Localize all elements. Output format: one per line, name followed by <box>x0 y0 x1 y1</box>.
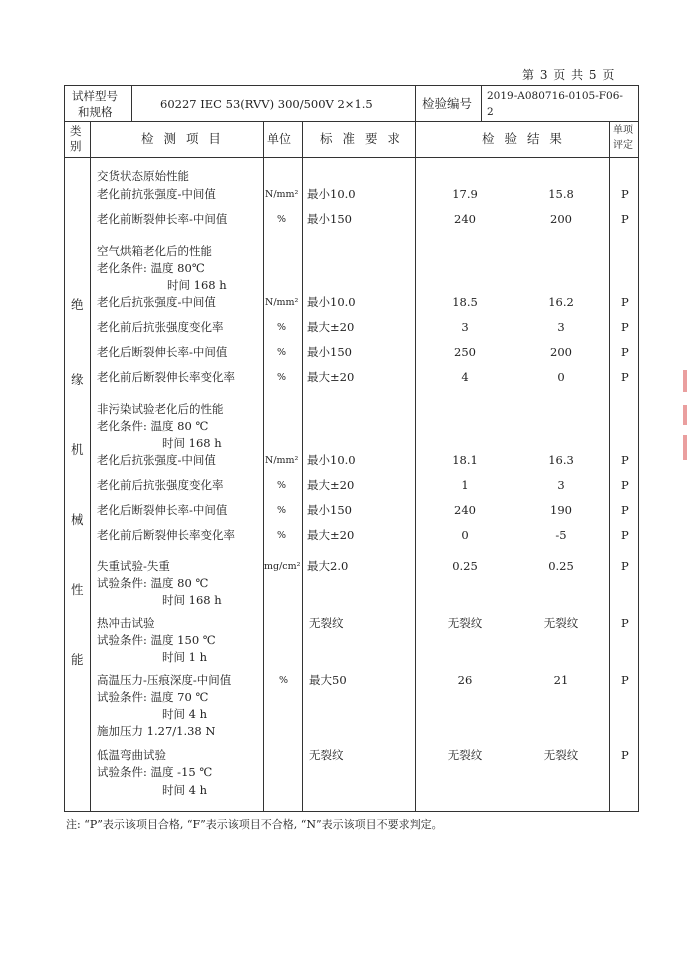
table-row-unit: N/mm² <box>265 297 299 308</box>
footnote: 注: “P”表示该项目合格, “F”表示该项目不合格, “N”表示该项目不要求判定。 <box>66 818 443 831</box>
table-row-result-1: 无裂纹 <box>447 748 483 762</box>
table-row-item: 老化条件: 温度 80 ℃ <box>97 419 209 433</box>
table-row-item: 试验条件: 温度 150 ℃ <box>97 633 216 647</box>
table-row-result-2: 3 <box>557 478 565 492</box>
table-row-standard: 最小150 <box>307 503 352 517</box>
table-row-result-1: 0.25 <box>452 559 478 573</box>
sample-label: 试样型号 <box>72 89 118 103</box>
column-divider <box>302 121 303 812</box>
table-row-item: 时间 4 h <box>162 707 208 721</box>
table-row-result-1: 26 <box>457 673 473 687</box>
table-row-unit: % <box>277 480 287 491</box>
table-row-result-1: 17.9 <box>452 187 478 201</box>
table-row-standard: 最小10.0 <box>307 187 356 201</box>
table-row-item: 老化前后抗张强度变化率 <box>97 320 224 334</box>
column-divider <box>131 85 132 121</box>
table-row-result-2: 3 <box>557 320 565 334</box>
table-row-unit: % <box>279 675 289 686</box>
category-char: 能 <box>71 652 84 667</box>
table-row-item: 老化后断裂伸长率-中间值 <box>97 503 228 517</box>
table-row-item: 时间 168 h <box>162 436 222 450</box>
table-row-result-2: 无裂纹 <box>543 748 579 762</box>
category-char: 机 <box>71 442 84 457</box>
table-row-standard: 最小150 <box>307 212 352 226</box>
table-row-result-1: 250 <box>454 345 476 359</box>
table-row-verdict: P <box>621 673 629 687</box>
table-row-unit: N/mm² <box>265 189 299 200</box>
table-row-standard: 最小150 <box>307 345 352 359</box>
column-header-standard: 标 准 要 求 <box>320 131 403 146</box>
column-header-verdict: 评定 <box>613 140 633 151</box>
table-row-item: 失重试验-失重 <box>97 559 170 573</box>
column-header-result: 检 验 结 果 <box>482 131 565 146</box>
category-char: 绝 <box>71 297 84 312</box>
table-row-verdict: P <box>621 295 629 309</box>
table-row-item: 交货状态原始性能 <box>97 169 189 183</box>
sample-value: 60227 IEC 53(RVV) 300/500V 2×1.5 <box>160 97 373 111</box>
table-row-item: 老化前后断裂伸长率变化率 <box>97 528 235 542</box>
table-row-unit: % <box>277 322 287 333</box>
table-row-verdict: P <box>621 212 629 226</box>
table-row-item: 老化前抗张强度-中间值 <box>97 187 216 201</box>
table-row-item: 施加压力 1.27/1.38 N <box>97 724 216 738</box>
table-row-item: 时间 168 h <box>167 278 227 292</box>
column-header-category: 类 <box>70 124 82 138</box>
column-divider <box>415 121 416 812</box>
table-row-standard: 最小10.0 <box>307 295 356 309</box>
table-row-standard: 无裂纹 <box>309 748 344 762</box>
table-row-verdict: P <box>621 528 629 542</box>
table-row-item: 试验条件: 温度 -15 ℃ <box>97 765 213 779</box>
table-row-item: 低温弯曲试验 <box>97 748 166 762</box>
table-row-unit: % <box>277 530 287 541</box>
category-char: 械 <box>71 512 84 527</box>
table-row-item: 老化后断裂伸长率-中间值 <box>97 345 228 359</box>
table-row-item: 空气烘箱老化后的性能 <box>97 244 212 258</box>
table-row-standard: 最大±20 <box>307 478 355 492</box>
table-row-result-2: 16.3 <box>548 453 574 467</box>
table-row-item: 热冲击试验 <box>97 616 155 630</box>
table-row-item: 老化后抗张强度-中间值 <box>97 295 216 309</box>
category-char: 性 <box>71 582 84 597</box>
table-row-verdict: P <box>621 478 629 492</box>
table-row-unit: % <box>277 214 287 225</box>
table-row-unit: % <box>277 372 287 383</box>
column-divider <box>263 121 264 812</box>
table-row-standard: 最小10.0 <box>307 453 356 467</box>
column-header-category: 别 <box>70 139 82 153</box>
table-row-verdict: P <box>621 187 629 201</box>
table-row-verdict: P <box>621 453 629 467</box>
table-row-item: 试验条件: 温度 70 ℃ <box>97 690 209 704</box>
table-row-item: 老化前断裂伸长率-中间值 <box>97 212 228 226</box>
table-row-result-1: 240 <box>454 212 476 226</box>
table-row-result-2: 无裂纹 <box>543 616 579 630</box>
table-row-item: 老化条件: 温度 80℃ <box>97 261 205 275</box>
table-row-verdict: P <box>621 559 629 573</box>
table-row-verdict: P <box>621 616 629 630</box>
table-row-verdict: P <box>621 345 629 359</box>
table-row-result-2: 190 <box>550 503 572 517</box>
table-row-standard: 无裂纹 <box>309 616 344 630</box>
table-row-item: 时间 4 h <box>162 783 208 797</box>
category-char: 缘 <box>71 372 84 387</box>
table-row-verdict: P <box>621 503 629 517</box>
table-row-item: 老化前后抗张强度变化率 <box>97 478 224 492</box>
column-header-item: 检 测 项 目 <box>141 131 224 146</box>
table-row-item: 高温压力-压痕深度-中间值 <box>97 673 232 687</box>
table-row-result-1: 无裂纹 <box>447 616 483 630</box>
table-row-verdict: P <box>621 748 629 762</box>
column-header-divider <box>64 157 639 158</box>
table-row-result-1: 18.5 <box>452 295 478 309</box>
table-row-standard: 最大±20 <box>307 320 355 334</box>
table-row-result-2: 16.2 <box>548 295 574 309</box>
table-row-result-1: 240 <box>454 503 476 517</box>
header-divider <box>64 121 639 122</box>
report-no-value: 2 <box>487 106 494 118</box>
table-row-result-2: 0 <box>557 370 565 384</box>
table-row-item: 试验条件: 温度 80 ℃ <box>97 576 209 590</box>
table-row-unit: mg/cm² <box>264 561 301 572</box>
table-row-result-1: 0 <box>461 528 469 542</box>
table-row-result-2: 15.8 <box>548 187 574 201</box>
table-row-result-2: 200 <box>550 345 572 359</box>
table-row-standard: 最大±20 <box>307 370 355 384</box>
table-row-verdict: P <box>621 320 629 334</box>
report-no-value: 2019-A080716-0105-F06- <box>487 90 623 102</box>
table-row-standard: 最大±20 <box>307 528 355 542</box>
column-divider <box>415 85 416 121</box>
column-divider <box>609 121 610 812</box>
table-row-verdict: P <box>621 370 629 384</box>
table-row-result-1: 4 <box>461 370 469 384</box>
table-row-result-1: 3 <box>461 320 469 334</box>
table-row-item: 非污染试验老化后的性能 <box>97 402 224 416</box>
column-divider <box>481 85 482 121</box>
table-row-result-2: 200 <box>550 212 572 226</box>
table-row-item: 时间 1 h <box>162 650 208 664</box>
table-row-result-2: 0.25 <box>548 559 574 573</box>
table-row-unit: % <box>277 505 287 516</box>
report-no-label: 检验编号 <box>422 96 473 111</box>
sample-label: 和规格 <box>78 105 113 119</box>
table-row-item: 时间 168 h <box>162 593 222 607</box>
table-row-result-2: -5 <box>555 528 567 542</box>
table-row-item: 老化前后断裂伸长率变化率 <box>97 370 235 384</box>
table-row-result-1: 1 <box>461 478 469 492</box>
table-row-result-1: 18.1 <box>452 453 478 467</box>
column-divider <box>90 121 91 812</box>
table-row-item: 老化后抗张强度-中间值 <box>97 453 216 467</box>
table-row-result-2: 21 <box>553 673 569 687</box>
table-row-standard: 最大50 <box>309 673 347 687</box>
column-header-unit: 单位 <box>267 132 292 146</box>
table-row-unit: N/mm² <box>265 455 299 466</box>
column-header-verdict: 单项 <box>613 125 633 136</box>
page-indicator: 第 3 页 共 5 页 <box>522 68 616 82</box>
seal-edge-mark <box>681 370 689 460</box>
table-row-unit: % <box>277 347 287 358</box>
table-row-standard: 最大2.0 <box>307 559 349 573</box>
